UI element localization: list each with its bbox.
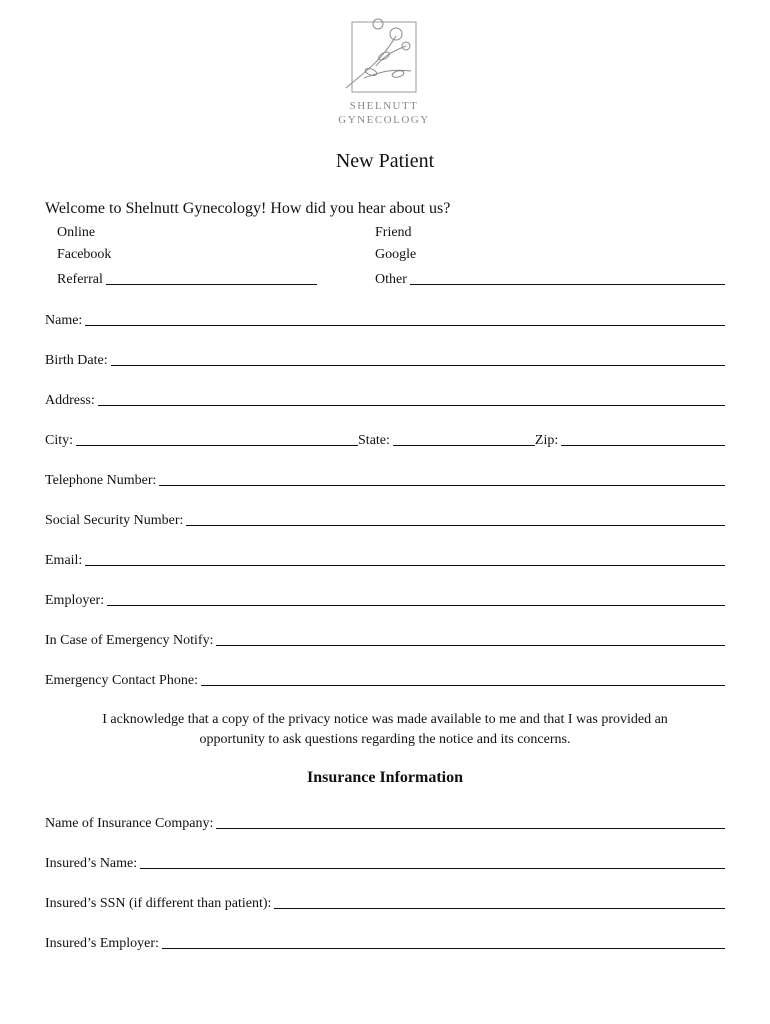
option-other-row	[375, 268, 725, 288]
insurance-company-field[interactable]	[216, 828, 725, 829]
option-other[interactable]: Other	[375, 272, 407, 287]
ssn-row	[45, 509, 725, 529]
ssn-label: Social Security Number:	[45, 513, 184, 528]
email-label: Email:	[45, 553, 83, 568]
other-input-line[interactable]	[410, 284, 725, 285]
insured-ssn-field[interactable]	[274, 908, 725, 909]
telephone-label: Telephone Number:	[45, 473, 157, 488]
name-field[interactable]	[85, 325, 725, 326]
privacy-notice-line1: I acknowledge that a copy of the privacy notice was made available to me and that I was provided an	[102, 712, 668, 727]
option-referral-row	[57, 268, 317, 288]
state-field[interactable]	[393, 445, 535, 446]
emergency-notify-field[interactable]	[216, 645, 725, 646]
option-referral[interactable]: Referral	[57, 272, 103, 287]
email-row	[45, 549, 725, 569]
ssn-field[interactable]	[186, 525, 725, 526]
logo	[336, 16, 432, 128]
city-field[interactable]	[76, 445, 358, 446]
page-title: New Patient	[335, 150, 435, 172]
option-facebook[interactable]: Facebook	[57, 247, 112, 262]
name-row	[45, 309, 725, 329]
privacy-notice	[60, 710, 710, 750]
option-google[interactable]: Google	[375, 247, 417, 262]
logo-text-line2: GYNECOLOGY	[338, 114, 430, 126]
emergency-phone-label: Emergency Contact Phone:	[45, 673, 198, 688]
employer-field[interactable]	[107, 605, 725, 606]
insured-employer-field[interactable]	[162, 948, 725, 949]
birth-date-field[interactable]	[111, 365, 725, 366]
zip-field[interactable]	[561, 445, 725, 446]
insured-name-field[interactable]	[140, 868, 725, 869]
state-label: State:	[358, 433, 390, 448]
telephone-row	[45, 469, 725, 489]
address-label: Address:	[45, 393, 95, 408]
insured-employer-row	[45, 932, 725, 952]
address-row	[45, 389, 725, 409]
privacy-notice-line2: opportunity to ask questions regarding the notice and its concerns.	[199, 732, 571, 747]
emergency-notify-row	[45, 629, 725, 649]
birth-date-row	[45, 349, 725, 369]
insurance-heading: Insurance Information	[306, 769, 463, 786]
option-friend[interactable]: Friend	[375, 225, 412, 240]
telephone-field[interactable]	[159, 485, 725, 486]
insurance-company-row	[45, 812, 725, 832]
city-state-zip-row	[45, 429, 725, 449]
emergency-notify-label: In Case of Emergency Notify:	[45, 633, 214, 648]
insured-name-label: Insured’s Name:	[45, 856, 138, 871]
city-label: City:	[45, 433, 74, 448]
referral-question: Welcome to Shelnutt Gynecology! How did you hear about us?	[45, 200, 451, 217]
insured-ssn-row	[45, 892, 725, 912]
employer-label: Employer:	[45, 593, 105, 608]
option-online[interactable]: Online	[57, 225, 96, 240]
zip-label: Zip:	[534, 433, 559, 448]
insurance-company-label: Name of Insurance Company:	[45, 816, 214, 831]
insured-name-row	[45, 852, 725, 872]
name-label: Name:	[45, 313, 83, 328]
emergency-phone-row	[45, 669, 725, 689]
employer-row	[45, 589, 725, 609]
referral-input-line[interactable]	[106, 284, 317, 285]
insured-ssn-label: Insured’s SSN (if different than patient):	[45, 896, 272, 911]
address-field[interactable]	[98, 405, 725, 406]
emergency-phone-field[interactable]	[201, 685, 725, 686]
email-field[interactable]	[85, 565, 725, 566]
birth-date-label: Birth Date:	[45, 353, 108, 368]
floral-logo-icon	[336, 16, 432, 96]
logo-text-line1: SHELNUTT	[349, 100, 419, 112]
insured-employer-label: Insured’s Employer:	[45, 936, 159, 951]
